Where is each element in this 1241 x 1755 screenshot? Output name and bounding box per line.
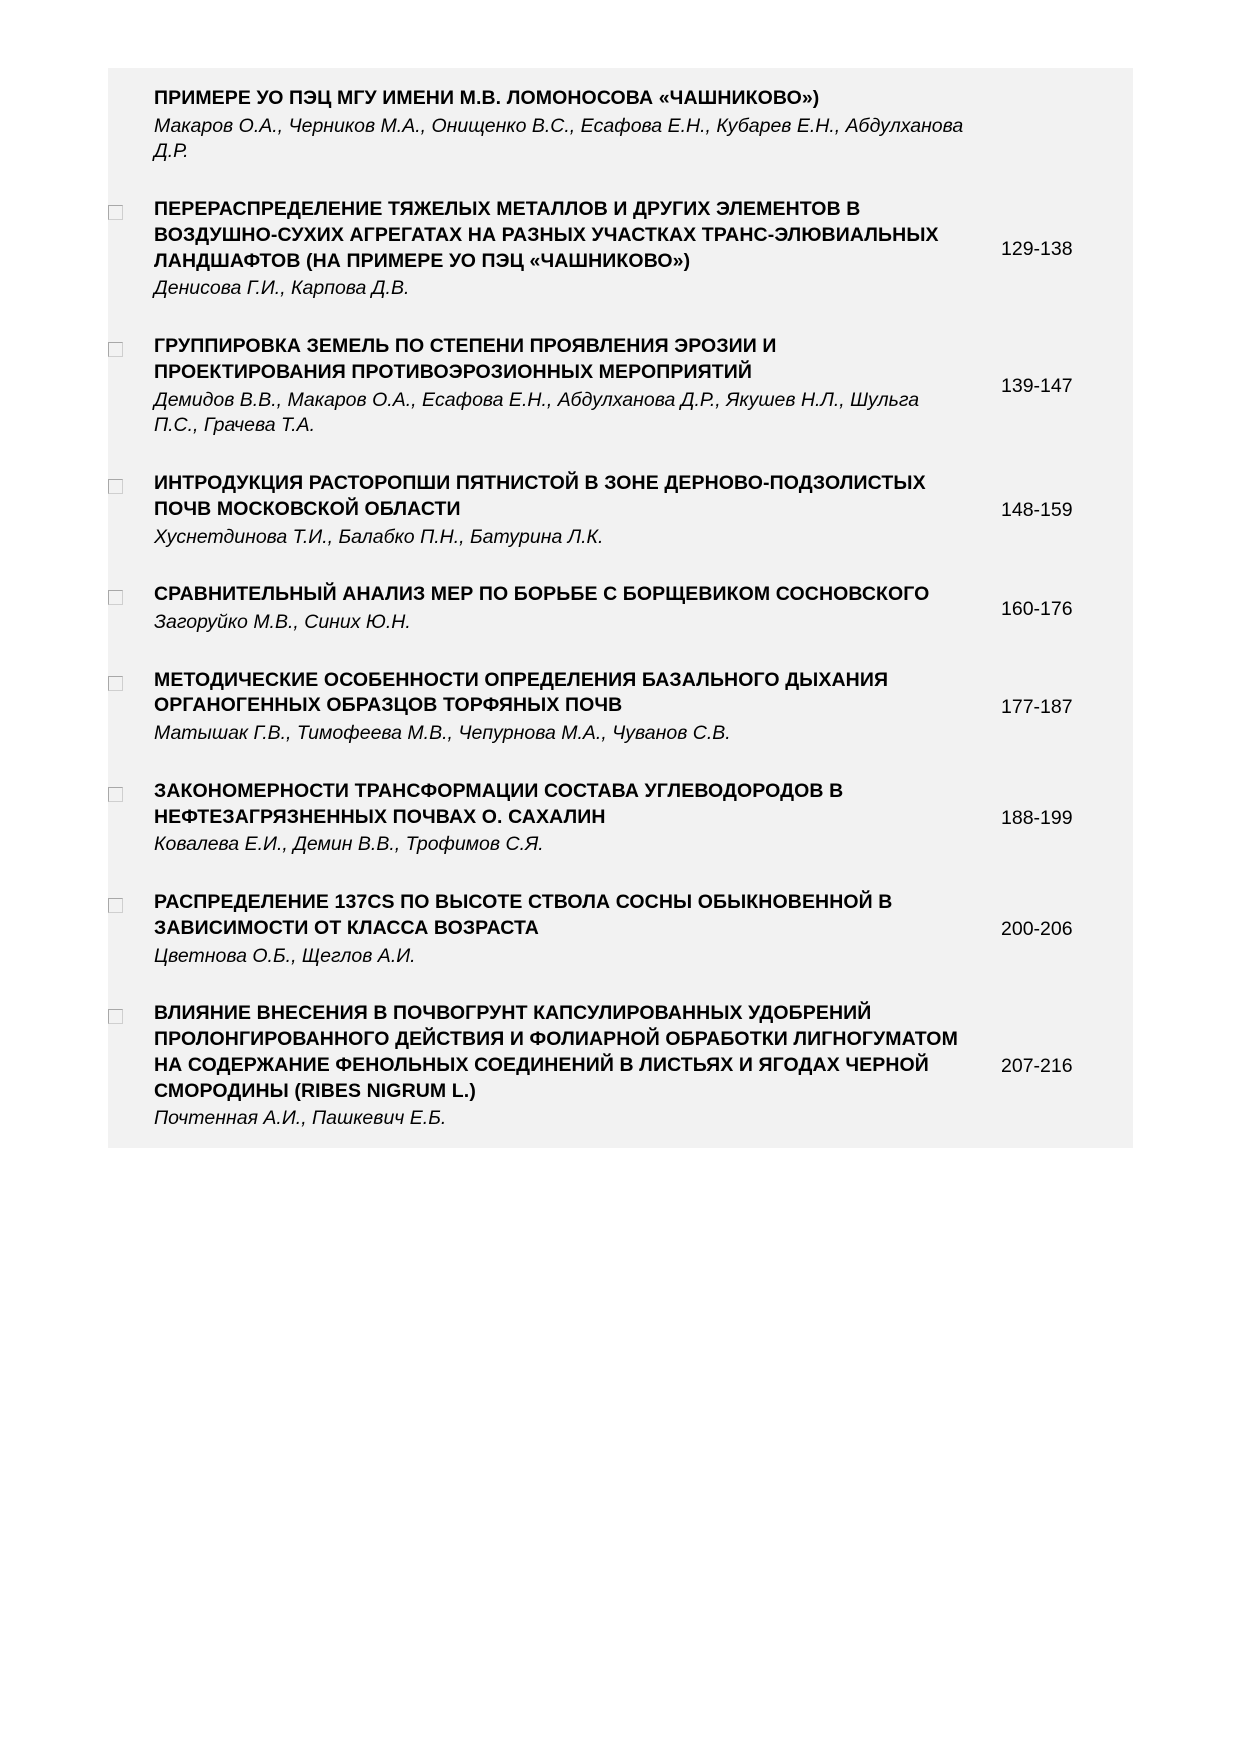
article-page-range: 207-216 [1001,1055,1073,1078]
select-article-checkbox[interactable] [108,898,123,913]
article-authors: Денисова Г.И., Карпова Д.В. [154,277,410,300]
toc-entry [108,455,1133,566]
toc-entry-pages-cell [983,471,1133,550]
article-authors: Почтенная А.И., Пашкевич Е.Б. [154,1107,447,1130]
article-page-range: 148-159 [1001,499,1073,522]
toc-entry [108,68,1133,181]
toc-entry-pages-cell [983,1001,1133,1132]
article-authors: Матышак Г.В., Тимофеева М.В., Чепурнова М.А., Чуванов С.В. [154,722,731,745]
toc-entry-text-cell [154,1001,983,1132]
select-article-checkbox[interactable] [108,590,123,605]
toc-entry-checkbox-cell [108,471,154,494]
toc-entry-text-cell [154,779,983,858]
toc-entry-text-cell [154,668,983,747]
article-page-range: 200-206 [1001,918,1073,941]
toc-entry [108,181,1133,318]
toc-entry-checkbox-cell [108,582,154,605]
toc-entry [108,318,1133,455]
article-authors: Загоруйко М.В., Синих Ю.Н. [154,611,411,634]
article-title[interactable]: ПЕРЕРАСПРЕДЕЛЕНИЕ ТЯЖЕЛЫХ МЕТАЛЛОВ И ДРУГИХ ЭЛЕМЕНТОВ В ВОЗДУШНО-СУХИХ АГРЕГАТАХ НА РАЗНЫХ УЧАСТКАХ ТРАНС-ЭЛЮВИАЛЬНЫХ ЛАНДШАФТОВ (НА ПРИМЕРЕ УО ПЭЦ «ЧАШНИКОВО») [154,198,939,272]
select-article-checkbox[interactable] [108,479,123,494]
toc-entry-pages-cell [983,86,1133,165]
table-of-contents-panel [108,68,1133,1148]
toc-entry-pages-cell [983,197,1133,302]
article-authors: Макаров О.А., Черников М.А., Онищенко В.С., Есафова Е.Н., Кубарев Е.Н., Абдулханова Д.Р. [154,114,964,163]
article-page-range: 188-199 [1001,807,1073,830]
toc-entry [108,566,1133,651]
article-authors: Демидов В.В., Макаров О.А., Есафова Е.Н., Абдулханова Д.Р., Якушев Н.Л., Шульга П.С., Грачева Т.А. [154,388,920,437]
toc-entry-text-cell [154,890,983,969]
toc-entry-checkbox-cell [108,779,154,802]
article-authors: Ковалева Е.И., Демин В.В., Трофимов С.Я. [154,833,544,856]
article-page-range: 139-147 [1001,375,1073,398]
article-title[interactable]: ЗАКОНОМЕРНОСТИ ТРАНСФОРМАЦИИ СОСТАВА УГЛЕВОДОРОДОВ В НЕФТЕЗАГРЯЗНЕННЫХ ПОЧВАХ О. САХАЛИН [154,779,844,828]
toc-entry-checkbox-cell [108,334,154,357]
article-authors: Цветнова О.Б., Щеглов А.И. [154,944,416,967]
article-title[interactable]: СРАВНИТЕЛЬНЫЙ АНАЛИЗ МЕР ПО БОРЬБЕ С БОРЩЕВИКОМ СОСНОВСКОГО [154,583,930,606]
toc-entry-pages-cell [983,779,1133,858]
toc-entry-checkbox-cell [108,1001,154,1024]
select-article-checkbox[interactable] [108,342,123,357]
toc-entry-pages-cell [983,890,1133,969]
toc-entry-text-cell [154,334,983,439]
toc-entry-text-cell [154,86,983,165]
toc-entry [108,763,1133,874]
select-article-checkbox[interactable] [108,1009,123,1024]
select-article-checkbox[interactable] [108,676,123,691]
table-of-contents-list [108,68,1133,1148]
article-title[interactable]: МЕТОДИЧЕСКИЕ ОСОБЕННОСТИ ОПРЕДЕЛЕНИЯ БАЗАЛЬНОГО ДЫХАНИЯ ОРГАНОГЕННЫХ ОБРАЗЦОВ ТОРФЯНЫХ ПОЧВ [154,668,889,717]
toc-entry-text-cell [154,582,983,635]
article-page-range: 129-138 [1001,238,1073,261]
article-page-range: 160-176 [1001,597,1073,620]
toc-entry-checkbox-cell [108,890,154,913]
select-article-checkbox[interactable] [108,205,123,220]
toc-entry-pages-cell [983,334,1133,439]
toc-entry-checkbox-cell [108,86,154,94]
toc-entry [108,874,1133,985]
article-title[interactable]: ПРИМЕРЕ УО ПЭЦ МГУ ИМЕНИ М.В. ЛОМОНОСОВА «ЧАШНИКОВО») [154,87,820,109]
toc-entry-checkbox-cell [108,668,154,691]
toc-entry-checkbox-cell [108,197,154,220]
article-authors: Хуснетдинова Т.И., Балабко П.Н., Батурина Л.К. [154,525,604,548]
toc-entry-text-cell [154,471,983,550]
toc-entry [108,652,1133,763]
article-title[interactable]: ИНТРОДУКЦИЯ РАСТОРОПШИ ПЯТНИСТОЙ В ЗОНЕ ДЕРНОВО-ПОДЗОЛИСТЫХ ПОЧВ МОСКОВСКОЙ ОБЛАСТИ [154,472,926,520]
select-article-checkbox[interactable] [108,787,123,802]
toc-entry-text-cell [154,197,983,302]
toc-entry-pages-cell [983,582,1133,635]
article-page-range: 177-187 [1001,695,1073,718]
toc-entry [108,985,1133,1148]
article-title[interactable]: РАСПРЕДЕЛЕНИЕ 137CS ПО ВЫСОТЕ СТВОЛА СОСНЫ ОБЫКНОВЕННОЙ В ЗАВИСИМОСТИ ОТ КЛАССА ВОЗРАСТА [154,891,893,939]
toc-entry-pages-cell [983,668,1133,747]
article-title[interactable]: ГРУППИРОВКА ЗЕМЕЛЬ ПО СТЕПЕНИ ПРОЯВЛЕНИЯ ЭРОЗИИ И ПРОЕКТИРОВАНИЯ ПРОТИВОЭРОЗИОННЫХ МЕРОПРИЯТИЙ [154,335,777,383]
article-title[interactable]: ВЛИЯНИЕ ВНЕСЕНИЯ В ПОЧВОГРУНТ КАПСУЛИРОВАННЫХ УДОБРЕНИЙ ПРОЛОНГИРОВАННОГО ДЕЙСТВИЯ И ФОЛИАРНОЙ ОБРАБОТКИ ЛИГНОГУМАТОМ НА СОДЕРЖАНИЕ ФЕНОЛЬНЫХ СОЕДИНЕНИЙ В ЛИСТЬЯХ И ЯГОДАХ ЧЕРНОЙ СМОРОДИНЫ (RIBES NIGRUM L.) [154,1002,958,1102]
